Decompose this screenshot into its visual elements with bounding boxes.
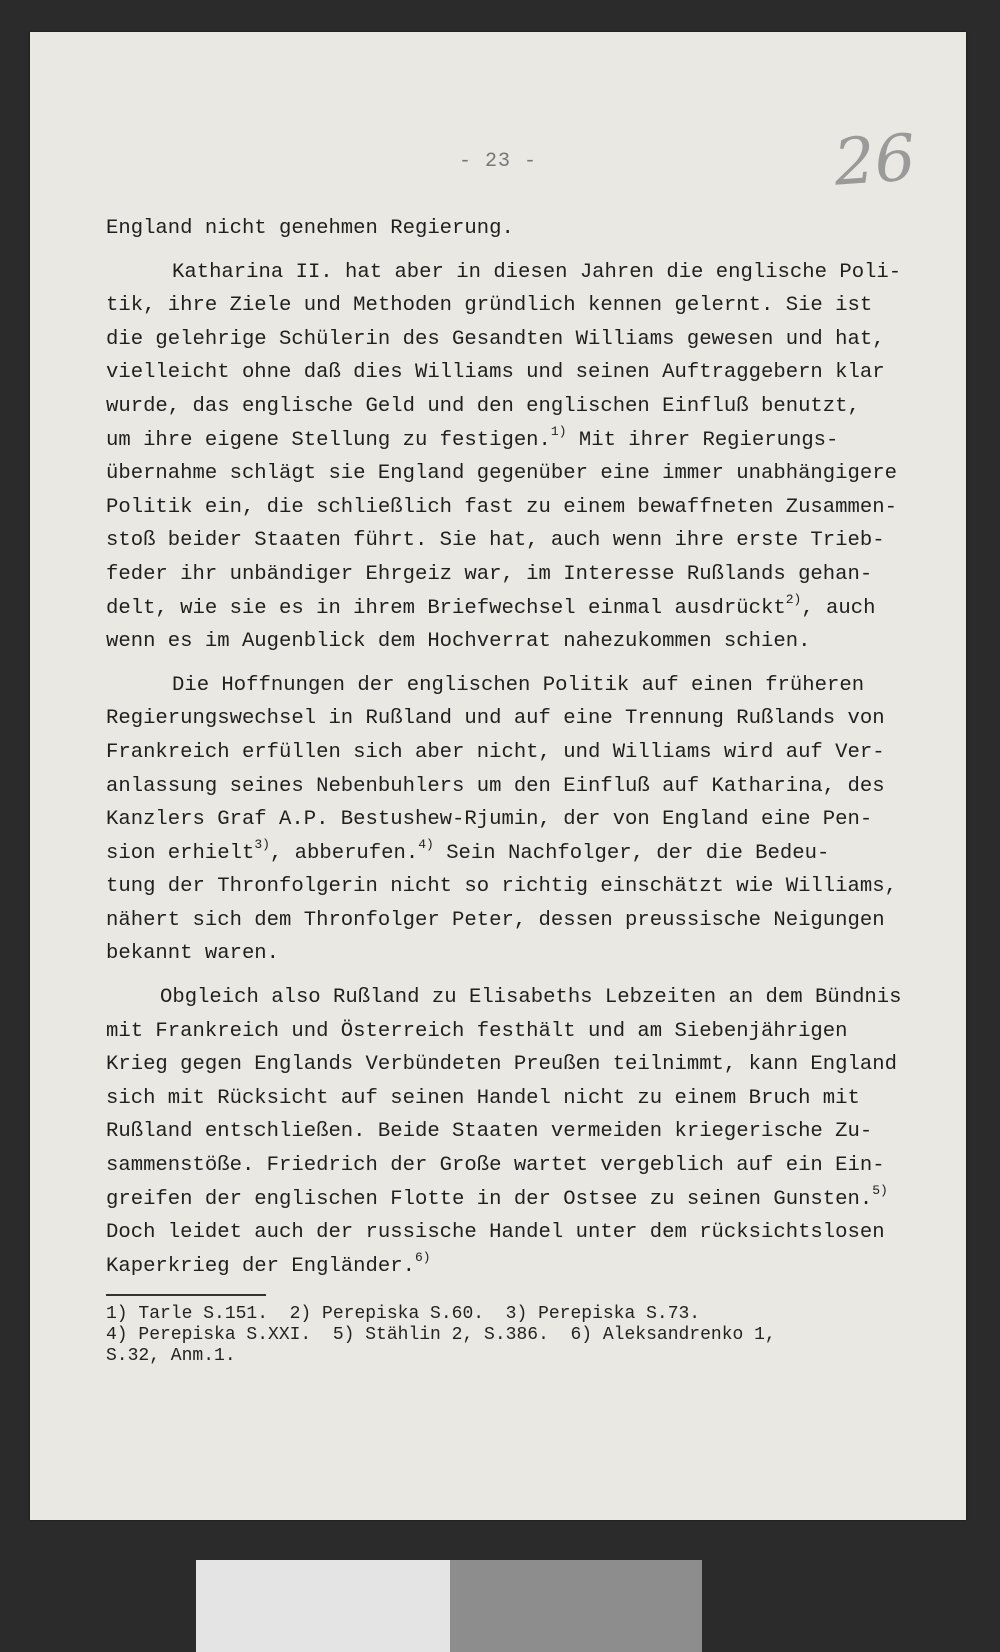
text-line [106, 524, 966, 558]
text-line [106, 424, 966, 458]
text-line [106, 356, 966, 390]
line-text: nähert sich dem Thronfolger Peter, dessen preussische Neigungen [106, 908, 885, 932]
line-text: bekannt waren. [106, 942, 280, 966]
archive-page-number: 26 [831, 121, 918, 201]
text-line [106, 558, 966, 592]
footnote-marker: 2) [785, 591, 802, 607]
line-text: um ihre eigene Stellung zu festigen. [106, 428, 551, 452]
footnote-marker: 6) [414, 1249, 431, 1265]
line-text: tung der Thronfolgerin nicht so richtig einschätzt wie Williams, [106, 875, 897, 899]
text-line [106, 736, 966, 770]
line-text: delt, wie sie es in ihrem Briefwechsel einmal ausdrückt [106, 596, 786, 620]
footnote-marker: 4) [418, 836, 434, 852]
line-text: Politik ein, die schließlich fast zu einem bewaffneten Zusammen- [106, 495, 897, 519]
line-text: vielleicht ohne daß dies Williams und seinen Auftraggebern klar [106, 361, 885, 385]
line-text-continued: Mit ihrer Regierungs- [566, 428, 839, 452]
text-line [106, 837, 966, 871]
text-line [106, 1250, 966, 1284]
line-text: stoß beider Staaten führt. Sie hat, auch wenn ihre erste Trieb- [106, 529, 885, 553]
line-text: Obgleich also Rußland zu Elisabeths Lebzeiten an dem Bündnis [160, 986, 902, 1010]
footnote-separator [106, 1294, 266, 1296]
line-text: wenn es im Augenblick dem Hochverrat nahezukommen schien. [106, 630, 811, 654]
text-line [106, 289, 966, 323]
text-line [106, 1216, 966, 1250]
line-text: Kaperkrieg der Engländer. [106, 1254, 415, 1278]
line-text: übernahme schlägt sie England gegenüber eine immer unabhängigere [106, 462, 897, 486]
text-line [106, 870, 966, 904]
line-text: Kanzlers Graf A.P. Bestushew-Rjumin, der von England eine Pen- [106, 808, 873, 832]
footnote-line: S.32, Anm.1. [106, 1346, 236, 1366]
line-text: Die Hoffnungen der englischen Politik auf einen früheren [172, 673, 865, 697]
line-text: Katharina II. hat aber in diesen Jahren die englische Poli- [172, 260, 902, 284]
footnote-line: 4) Perepiska S.XXI. 5) Stählin 2, S.386. 6) Aleksandrenko 1, [106, 1325, 776, 1345]
footnote-marker: 1) [550, 423, 567, 439]
line-text-continued: , abberufen. [269, 841, 419, 865]
text-line [106, 702, 966, 736]
text-line [106, 323, 966, 357]
line-text: mit Frankreich und Österreich festhält und am Siebenjährigen [106, 1019, 848, 1043]
line-text: sammenstöße. Friedrich der Große wartet vergeblich auf ein Ein- [106, 1154, 885, 1178]
line-text: Rußland entschließen. Beide Staaten vermeiden kriegerische Zu- [106, 1120, 873, 1144]
line-text-continued: , auch [801, 596, 876, 620]
line-text: Frankreich erfüllen sich aber nicht, und Williams wird auf Ver- [106, 740, 885, 764]
text-line [106, 1048, 966, 1082]
scan-calibration-strip-dark [450, 1560, 702, 1652]
line-text: wurde, das englische Geld und den englischen Einfluß benutzt, [106, 394, 860, 418]
text-line [106, 256, 966, 290]
text-line [106, 491, 966, 525]
text-line [106, 457, 966, 491]
line-text: England nicht genehmen Regierung. [106, 217, 514, 240]
text-line [106, 212, 966, 246]
text-line [106, 937, 966, 971]
footnotes [106, 1304, 966, 1367]
line-text: greifen der englischen Flotte in der Ostsee zu seinen Gunsten. [106, 1187, 873, 1211]
line-text: Doch leidet auch der russische Handel unter dem rücksichtslosen [106, 1221, 885, 1245]
body-text [106, 212, 966, 1283]
text-line [106, 592, 966, 626]
text-line [106, 1183, 966, 1217]
page-number: - 23 - [458, 150, 537, 173]
text-line [106, 803, 966, 837]
text-line [106, 904, 966, 938]
footnote-line: 1) Tarle S.151. 2) Perepiska S.60. 3) Perepiska S.73. [106, 1304, 701, 1324]
paragraph-gap [106, 971, 966, 981]
line-text: tik, ihre Ziele und Methoden gründlich kennen gelernt. Sie ist [106, 294, 873, 318]
footnote-marker: 5) [872, 1182, 888, 1198]
line-text: feder ihr unbändiger Ehrgeiz war, im Interesse Rußlands gehan- [106, 562, 873, 586]
text-line [106, 1149, 966, 1183]
scan-calibration-strip-light [196, 1560, 450, 1652]
line-text: sion erhielt [106, 841, 255, 865]
line-text: Regierungswechsel in Rußland und auf eine Trennung Rußlands von [106, 707, 885, 731]
text-line [106, 625, 966, 659]
line-text: die gelehrige Schülerin des Gesandten Williams gewesen und hat, [106, 327, 885, 351]
text-line [106, 981, 966, 1015]
text-line [106, 1115, 966, 1149]
footnote-marker: 3) [254, 836, 270, 852]
line-text-continued: Sein Nachfolger, der die Bedeu- [433, 841, 830, 865]
paragraph-gap [106, 246, 966, 256]
document-page [30, 32, 966, 1520]
text-line [106, 1015, 966, 1049]
line-text: anlassung seines Nebenbuhlers um den Einfluß auf Katharina, des [106, 774, 885, 798]
paragraph-gap [106, 659, 966, 669]
line-text: Krieg gegen Englands Verbündeten Preußen teilnimmt, kann England [106, 1053, 897, 1077]
text-line [106, 390, 966, 424]
text-line [106, 669, 966, 703]
text-line [106, 770, 966, 804]
line-text: sich mit Rücksicht auf seinen Handel nicht zu einem Bruch mit [106, 1086, 860, 1110]
text-line [106, 1082, 966, 1116]
